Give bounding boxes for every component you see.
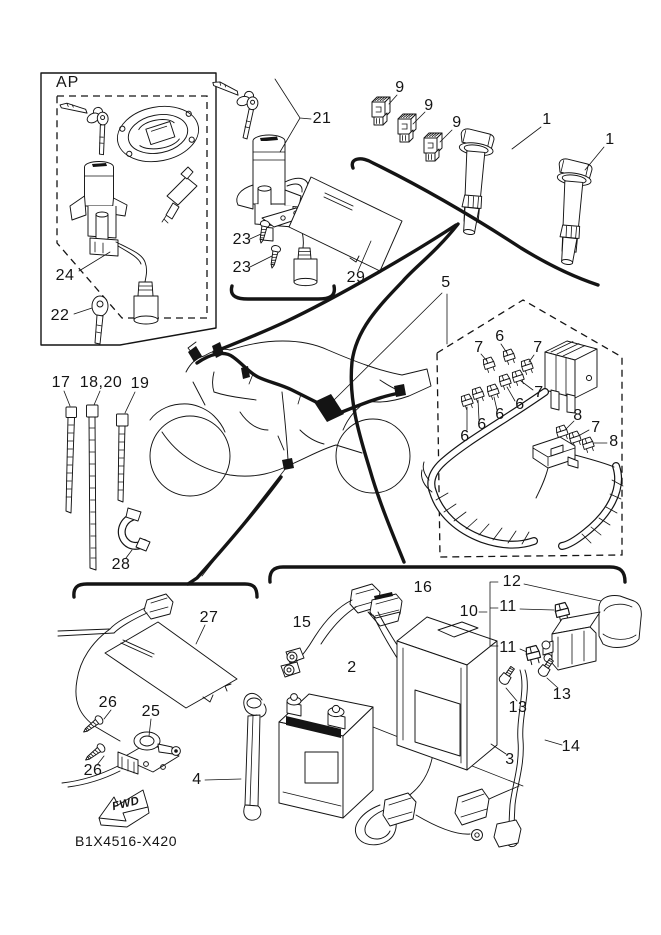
callout-ref-2: 2 xyxy=(347,659,357,676)
callout-ref-7: 7 xyxy=(591,419,601,436)
protector-sheet xyxy=(105,622,237,708)
callout-ref-6: 6 xyxy=(515,396,525,413)
callout-ref-13: 13 xyxy=(508,699,528,716)
callout-ref-1: 1 xyxy=(542,111,552,128)
callout-ref-8: 8 xyxy=(609,433,619,450)
switch-connector xyxy=(294,248,317,286)
clamp xyxy=(122,508,150,551)
callout-ref-19: 19 xyxy=(130,375,150,392)
callout-ref-28: 28 xyxy=(111,556,131,573)
callout-ref-6: 6 xyxy=(477,416,487,433)
sidestand-switch xyxy=(62,732,180,787)
ap-inset-box xyxy=(41,73,216,345)
callout-ref-13: 13 xyxy=(552,686,572,703)
callout-ref-27: 27 xyxy=(199,609,219,626)
callout-ref-6: 6 xyxy=(495,406,505,423)
callout-ref-23: 23 xyxy=(232,259,252,276)
fuse-box xyxy=(545,341,597,413)
callout-ref-14: 14 xyxy=(561,738,581,755)
callout-ref-23: 23 xyxy=(232,231,252,248)
inset-label: AP xyxy=(56,74,80,91)
callout-ref-25: 25 xyxy=(141,703,161,720)
callout-ref-4: 4 xyxy=(192,771,202,788)
callout-ref-7: 7 xyxy=(533,339,543,356)
spare-key xyxy=(92,296,108,344)
callout-ref-11: 11 xyxy=(499,639,517,656)
callout-ref-16: 16 xyxy=(413,579,433,596)
battery-band xyxy=(244,693,266,820)
battery-section xyxy=(270,567,641,847)
callout-ref-7: 7 xyxy=(474,339,484,356)
callout-ref-12: 12 xyxy=(502,573,522,590)
motorcycle-outline xyxy=(150,341,431,496)
callout-ref-1: 1 xyxy=(605,131,615,148)
cable-ties xyxy=(64,391,150,570)
callout-ref-18-20: 18,20 xyxy=(79,374,123,391)
ap-connector xyxy=(134,282,158,324)
callout-ref-5: 5 xyxy=(441,274,451,291)
callout-ref-21: 21 xyxy=(312,110,332,127)
callout-ref-24: 24 xyxy=(55,267,75,284)
callout-ref-8: 8 xyxy=(573,407,583,424)
battery-box xyxy=(397,617,497,770)
callout-ref-26: 26 xyxy=(98,694,118,711)
callout-ref-9: 9 xyxy=(452,114,462,131)
ap-main-switch xyxy=(70,162,127,257)
fwd-label: FWD xyxy=(110,794,141,814)
callout-ref-17: 17 xyxy=(51,374,71,391)
callout-ref-6: 6 xyxy=(460,428,470,445)
callout-ref-9: 9 xyxy=(424,97,434,114)
callout-ref-3: 3 xyxy=(505,751,515,768)
callout-ref-22: 22 xyxy=(50,307,70,324)
callout-ref-26: 26 xyxy=(83,762,103,779)
callout-ref-7: 7 xyxy=(534,384,544,401)
fuel-cap xyxy=(113,100,204,169)
callout-ref-6: 6 xyxy=(495,328,505,345)
immobilizer-unit xyxy=(162,167,197,223)
callout-ref-9: 9 xyxy=(395,79,405,96)
callout-ref-15: 15 xyxy=(292,614,312,631)
drawing-number: B1X4516-X420 xyxy=(75,833,178,849)
callout-ref-10: 10 xyxy=(459,603,479,620)
callout-ref-29: 29 xyxy=(346,269,366,286)
callout-ref-11: 11 xyxy=(499,598,517,615)
